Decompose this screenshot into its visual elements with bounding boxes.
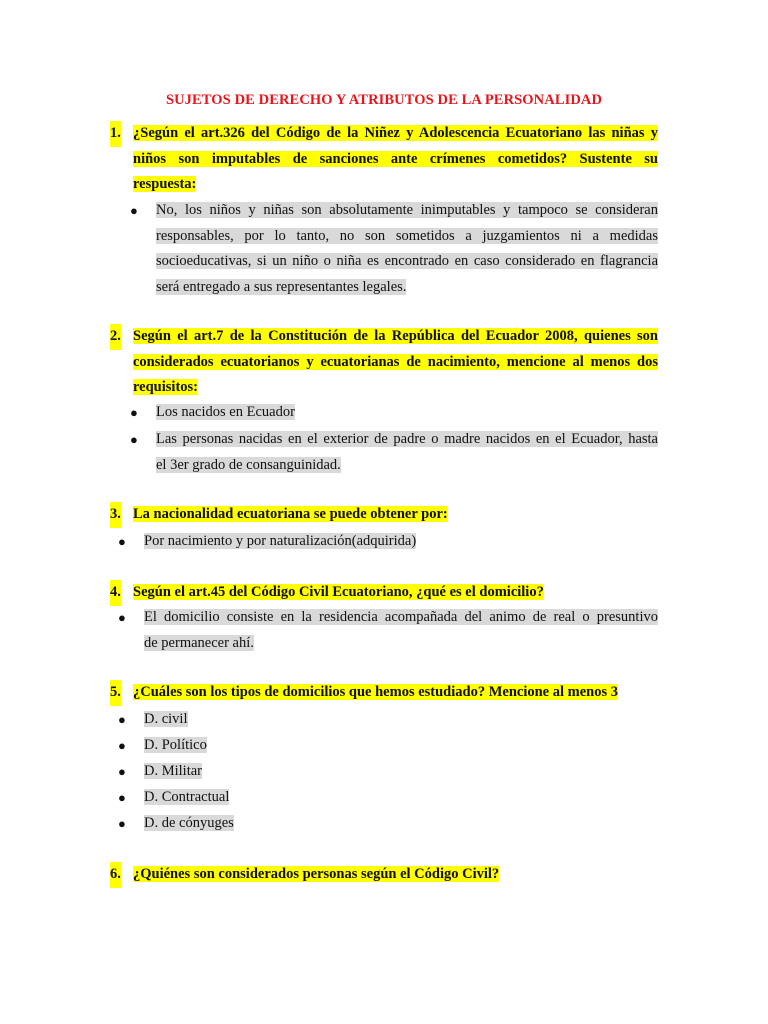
- question-text-line: ¿Cuáles son los tipos de domicilios que hemos estudiado? Mencione al menos 3: [133, 684, 618, 700]
- document-title: SUJETOS DE DERECHO Y ATRIBUTOS DE LA PERSONALIDAD: [165, 92, 603, 108]
- answer-text-line: D. Contractual: [144, 789, 230, 805]
- answer-text-line: Por nacimiento y por naturalización(adquirida): [144, 533, 417, 549]
- question-number: 2.: [110, 324, 121, 350]
- bullet-icon: ●: [118, 610, 126, 625]
- question-text-line: ¿Quiénes son considerados personas según el Código Civil?: [133, 866, 500, 882]
- bullet-icon: ●: [118, 738, 126, 753]
- bullet-icon: ●: [118, 534, 126, 549]
- answer-text-line: Los nacidos en Ecuador: [156, 404, 295, 420]
- question-number: 6.: [110, 862, 121, 888]
- bullet-icon: ●: [118, 790, 126, 805]
- answer-item: [118, 785, 658, 811]
- question-text-line: respuesta:: [133, 176, 197, 192]
- question-6: [110, 862, 658, 888]
- answer-item: [118, 529, 658, 555]
- question-1: [110, 121, 658, 198]
- bullet-icon: ●: [130, 405, 138, 420]
- bullet-icon: ●: [118, 764, 126, 779]
- answer-item: [118, 605, 658, 656]
- question-3: [110, 502, 658, 528]
- answer-item: [118, 707, 658, 733]
- answer-text-line: No, los niños y niñas son absolutamente inimputables y tampoco se consideran: [156, 202, 658, 218]
- question-text-line: requisitos:: [133, 379, 198, 395]
- answer-text-line: responsables, por lo tanto, no son sometidos a juzgamientos ni a medidas: [156, 227, 658, 244]
- question-number: 1.: [110, 121, 121, 147]
- question-number: 4.: [110, 580, 121, 606]
- question-text-line: Según el art.45 del Código Civil Ecuatoriano, ¿qué es el domicilio?: [133, 584, 544, 600]
- answer-text-line: socioeducativas, si un niño o niña es encontrado en caso considerado en flagrancia: [156, 253, 658, 269]
- answer-text-line: será entregado a sus representantes legales.: [156, 278, 407, 295]
- answer-item: [130, 400, 658, 426]
- question-text-line: considerados ecuatorianos y ecuatorianas de nacimiento, mencione al menos dos: [133, 353, 658, 370]
- answer-text-line: D. civil: [144, 711, 188, 727]
- bullet-icon: ●: [118, 712, 126, 727]
- question-text-line: ¿Según el art.326 del Código de la Niñez y Adolescencia Ecuatoriano las niñas y: [133, 125, 658, 141]
- answer-text-line: Las personas nacidas en el exterior de padre o madre nacidos en el Ecuador, hasta: [156, 431, 658, 447]
- question-2: [110, 324, 658, 401]
- answer-item: [130, 198, 658, 300]
- question-number: 5.: [110, 680, 121, 706]
- answer-text-line: el 3er grado de consanguinidad.: [156, 456, 341, 473]
- question-number: 3.: [110, 502, 121, 528]
- bullet-icon: ●: [118, 816, 126, 831]
- question-4: [110, 580, 658, 606]
- question-text-line: La nacionalidad ecuatoriana se puede obtener por:: [133, 506, 448, 522]
- answer-item: [118, 759, 658, 785]
- bullet-icon: ●: [130, 432, 138, 447]
- answer-text-line: D. Político: [144, 737, 207, 753]
- question-text-line: Según el art.7 de la Constitución de la República del Ecuador 2008, quienes son: [133, 328, 658, 344]
- answer-text-line: El domicilio consiste en la residencia acompañada del animo de real o presuntivo: [144, 609, 658, 625]
- question-5: [110, 680, 658, 706]
- answer-item: [118, 733, 658, 759]
- question-text-line: niños son imputables de sanciones ante crímenes cometidos? Sustente su: [133, 150, 658, 167]
- answer-text-line: de permanecer ahí.: [144, 634, 254, 651]
- answer-text-line: D. de cónyuges: [144, 815, 234, 831]
- answer-item: [118, 811, 658, 837]
- bullet-icon: ●: [130, 203, 138, 218]
- answer-item: [130, 427, 658, 478]
- answer-text-line: D. Militar: [144, 763, 202, 779]
